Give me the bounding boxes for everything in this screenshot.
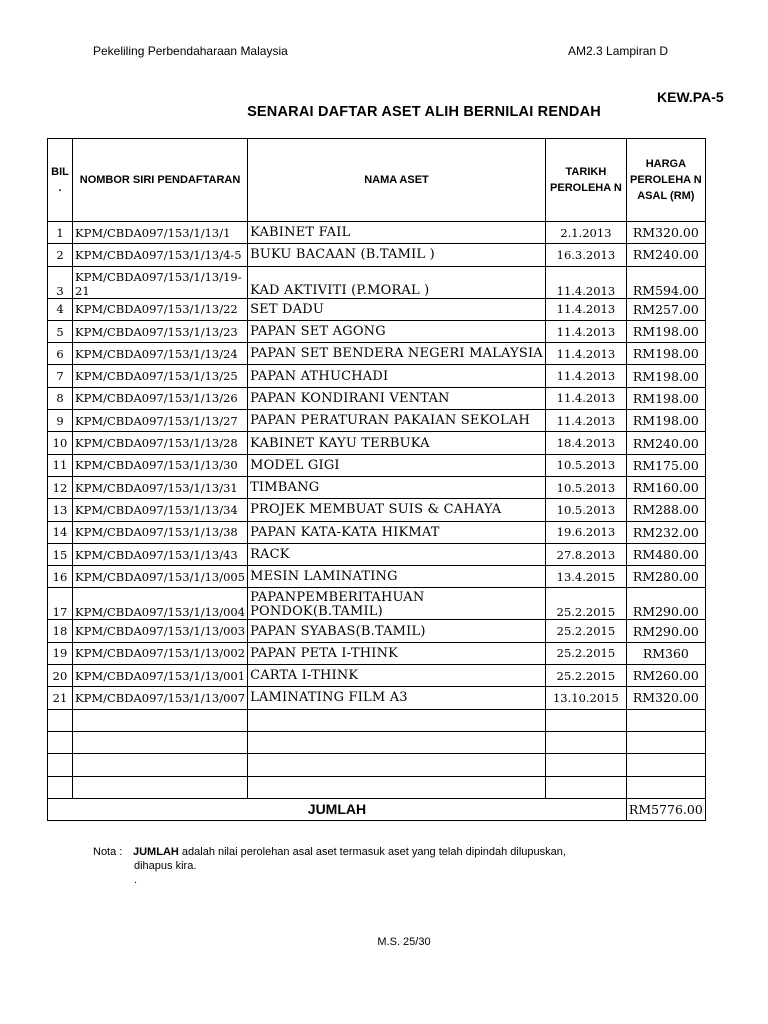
cell-nama: PAPAN PETA I-THINK (248, 642, 546, 664)
table-row (48, 244, 706, 266)
table-row (48, 298, 706, 320)
note-text: adalah nilai perolehan asal aset termasuk aset yang telah dipindah dilupuskan, (178, 846, 566, 858)
table-row (48, 543, 706, 565)
cell-bil: 6 (48, 343, 73, 365)
cell-siri: KPM/CBDA097/153/1/13/24 (73, 343, 248, 365)
form-code: KEW.PA-5 (657, 89, 724, 105)
table-row (48, 687, 706, 709)
cell-harga: RM320.00 (626, 687, 705, 709)
cell-bil: 19 (48, 642, 73, 664)
cell-nama: MODEL GIGI (248, 454, 546, 476)
cell-harga: RM260.00 (626, 665, 705, 687)
cell-harga: RM175.00 (626, 454, 705, 476)
cell-harga: RM290.00 (626, 620, 705, 642)
cell-nama: PAPAN SYABAS(B.TAMIL) (248, 620, 546, 642)
cell-nama: KAD AKTIVITI (P.MORAL ) (248, 266, 546, 298)
cell-siri: KPM/CBDA097/153/1/13/34 (73, 499, 248, 521)
cell-nama: KABINET KAYU TERBUKA (248, 432, 546, 454)
cell-siri: KPM/CBDA097/153/1/13/23 (73, 320, 248, 342)
empty-cell (248, 709, 546, 731)
cell-tarikh: 10.5.2013 (545, 454, 626, 476)
empty-cell (545, 731, 626, 753)
cell-siri: KPM/CBDA097/153/1/13/007 (73, 687, 248, 709)
cell-nama: PAPAN ATHUCHADI (248, 365, 546, 387)
cell-bil: 7 (48, 365, 73, 387)
cell-harga: RM198.00 (626, 410, 705, 432)
table-row (48, 222, 706, 244)
cell-tarikh: 11.4.2013 (545, 387, 626, 409)
cell-tarikh: 16.3.2013 (545, 244, 626, 266)
empty-cell (626, 754, 705, 776)
empty-cell (248, 776, 546, 798)
cell-nama: BUKU BACAAN (B.TAMIL ) (248, 244, 546, 266)
empty-cell (48, 709, 73, 731)
note-text-3: . (134, 874, 138, 886)
empty-cell (626, 776, 705, 798)
cell-tarikh: 10.5.2013 (545, 476, 626, 498)
cell-harga: RM257.00 (626, 298, 705, 320)
cell-bil: 15 (48, 543, 73, 565)
cell-siri: KPM/CBDA097/153/1/13/4-5 (73, 244, 248, 266)
cell-siri: KPM/CBDA097/153/1/13/28 (73, 432, 248, 454)
cell-siri: KPM/CBDA097/153/1/13/43 (73, 543, 248, 565)
cell-bil: 1 (48, 222, 73, 244)
cell-harga: RM232.00 (626, 521, 705, 543)
empty-cell (48, 754, 73, 776)
cell-tarikh: 25.2.2015 (545, 620, 626, 642)
empty-cell (73, 754, 248, 776)
cell-siri: KPM/CBDA097/153/1/13/30 (73, 454, 248, 476)
table-row (48, 521, 706, 543)
header-right: AM2.3 Lampiran D (568, 44, 669, 58)
cell-tarikh: 11.4.2013 (545, 320, 626, 342)
empty-row (48, 709, 706, 731)
col-header-harga: HARGA PEROLEHA N ASAL (RM) (626, 139, 705, 222)
empty-row (48, 731, 706, 753)
cell-nama: SET DADU (248, 298, 546, 320)
empty-cell (626, 709, 705, 731)
cell-nama: PAPAN SET AGONG (248, 320, 546, 342)
empty-row (48, 754, 706, 776)
cell-harga: RM198.00 (626, 343, 705, 365)
cell-siri: KPM/CBDA097/153/1/13/003 (73, 620, 248, 642)
table-body (48, 222, 706, 799)
empty-cell (48, 731, 73, 753)
cell-bil: 9 (48, 410, 73, 432)
cell-harga: RM360 (626, 642, 705, 664)
cell-siri: KPM/CBDA097/153/1/13/1 (73, 222, 248, 244)
cell-siri: KPM/CBDA097/153/1/13/002 (73, 642, 248, 664)
cell-bil: 11 (48, 454, 73, 476)
cell-tarikh: 18.4.2013 (545, 432, 626, 454)
cell-nama: MESIN LAMINATING (248, 566, 546, 588)
cell-tarikh: 27.8.2013 (545, 543, 626, 565)
cell-bil: 12 (48, 476, 73, 498)
cell-harga: RM198.00 (626, 387, 705, 409)
jumlah-value: RM5776.00 (626, 798, 705, 820)
cell-tarikh: 13.4.2015 (545, 566, 626, 588)
note (93, 845, 566, 887)
cell-harga: RM240.00 (626, 244, 705, 266)
cell-harga: RM480.00 (626, 543, 705, 565)
cell-harga: RM280.00 (626, 566, 705, 588)
col-header-siri: NOMBOR SIRI PENDAFTARAN (73, 139, 248, 222)
table-row (48, 588, 706, 620)
table-row (48, 410, 706, 432)
page-number: M.S. 25/30 (377, 936, 431, 948)
cell-harga: RM240.00 (626, 432, 705, 454)
col-header-bil: BIL . (48, 139, 73, 222)
empty-cell (73, 776, 248, 798)
cell-tarikh: 19.6.2013 (545, 521, 626, 543)
cell-siri: KPM/CBDA097/153/1/13/26 (73, 387, 248, 409)
cell-bil: 18 (48, 620, 73, 642)
cell-siri: KPM/CBDA097/153/1/13/27 (73, 410, 248, 432)
empty-cell (248, 754, 546, 776)
empty-row (48, 776, 706, 798)
cell-bil: 2 (48, 244, 73, 266)
note-text-2: dihapus kira. (134, 860, 197, 872)
cell-siri: KPM/CBDA097/153/1/13/22 (73, 298, 248, 320)
cell-nama: LAMINATING FILM A3 (248, 687, 546, 709)
cell-bil: 10 (48, 432, 73, 454)
table-row (48, 343, 706, 365)
cell-bil: 3 (48, 266, 73, 298)
cell-tarikh: 11.4.2013 (545, 343, 626, 365)
cell-bil: 21 (48, 687, 73, 709)
table-row (48, 387, 706, 409)
empty-cell (248, 731, 546, 753)
table-row (48, 566, 706, 588)
cell-tarikh: 25.2.2015 (545, 665, 626, 687)
cell-siri: KPM/CBDA097/153/1/13/005 (73, 566, 248, 588)
header-left: Pekeliling Perbendaharaan Malaysia (93, 44, 288, 58)
note-label: Nota : (93, 846, 123, 858)
cell-nama: KABINET FAIL (248, 222, 546, 244)
table-row (48, 266, 706, 298)
table-row (48, 642, 706, 664)
cell-bil: 16 (48, 566, 73, 588)
cell-tarikh: 2.1.2013 (545, 222, 626, 244)
cell-tarikh: 11.4.2013 (545, 298, 626, 320)
table-row (48, 432, 706, 454)
cell-harga: RM160.00 (626, 476, 705, 498)
table-row (48, 620, 706, 642)
col-header-nama: NAMA ASET (248, 139, 546, 222)
page-title: SENARAI DAFTAR ASET ALIH BERNILAI RENDAH (247, 104, 601, 120)
table-row (48, 454, 706, 476)
cell-tarikh: 11.4.2013 (545, 266, 626, 298)
cell-tarikh: 10.5.2013 (545, 499, 626, 521)
cell-harga: RM290.00 (626, 588, 705, 620)
cell-siri: KPM/CBDA097/153/1/13/38 (73, 521, 248, 543)
cell-bil: 13 (48, 499, 73, 521)
cell-bil: 20 (48, 665, 73, 687)
asset-table (47, 138, 706, 821)
cell-nama: PAPANPEMBERITAHUAN PONDOK(B.TAMIL) (248, 588, 546, 620)
table-row (48, 665, 706, 687)
cell-bil: 8 (48, 387, 73, 409)
cell-harga: RM320.00 (626, 222, 705, 244)
cell-nama: PROJEK MEMBUAT SUIS & CAHAYA (248, 499, 546, 521)
cell-tarikh: 11.4.2013 (545, 365, 626, 387)
cell-siri: KPM/CBDA097/153/1/13/31 (73, 476, 248, 498)
empty-cell (545, 709, 626, 731)
cell-tarikh: 11.4.2013 (545, 410, 626, 432)
cell-tarikh: 25.2.2015 (545, 588, 626, 620)
table-row (48, 499, 706, 521)
cell-harga: RM288.00 (626, 499, 705, 521)
cell-nama: PAPAN PERATURAN PAKAIAN SEKOLAH (248, 410, 546, 432)
col-header-tarikh: TARIKH PEROLEHA N (545, 139, 626, 222)
empty-cell (545, 776, 626, 798)
empty-cell (626, 731, 705, 753)
cell-bil: 4 (48, 298, 73, 320)
jumlah-label: JUMLAH (48, 798, 627, 820)
cell-tarikh: 25.2.2015 (545, 642, 626, 664)
cell-nama: RACK (248, 543, 546, 565)
cell-harga: RM198.00 (626, 365, 705, 387)
table-row (48, 476, 706, 498)
cell-bil: 5 (48, 320, 73, 342)
cell-nama: CARTA I-THINK (248, 665, 546, 687)
cell-bil: 14 (48, 521, 73, 543)
empty-cell (48, 776, 73, 798)
empty-cell (545, 754, 626, 776)
table-row (48, 365, 706, 387)
empty-cell (73, 709, 248, 731)
note-bold: JUMLAH (133, 846, 179, 858)
table-row (48, 320, 706, 342)
cell-tarikh: 13.10.2015 (545, 687, 626, 709)
cell-bil: 17 (48, 588, 73, 620)
cell-siri: KPM/CBDA097/153/1/13/25 (73, 365, 248, 387)
cell-siri: KPM/CBDA097/153/1/13/004 (73, 588, 248, 620)
cell-nama: TIMBANG (248, 476, 546, 498)
cell-siri: KPM/CBDA097/153/1/13/19-21 (73, 266, 248, 298)
cell-nama: PAPAN SET BENDERA NEGERI MALAYSIA (248, 343, 546, 365)
empty-cell (73, 731, 248, 753)
cell-siri: KPM/CBDA097/153/1/13/001 (73, 665, 248, 687)
cell-nama: PAPAN KATA-KATA HIKMAT (248, 521, 546, 543)
cell-nama: PAPAN KONDIRANI VENTAN (248, 387, 546, 409)
cell-harga: RM198.00 (626, 320, 705, 342)
cell-harga: RM594.00 (626, 266, 705, 298)
